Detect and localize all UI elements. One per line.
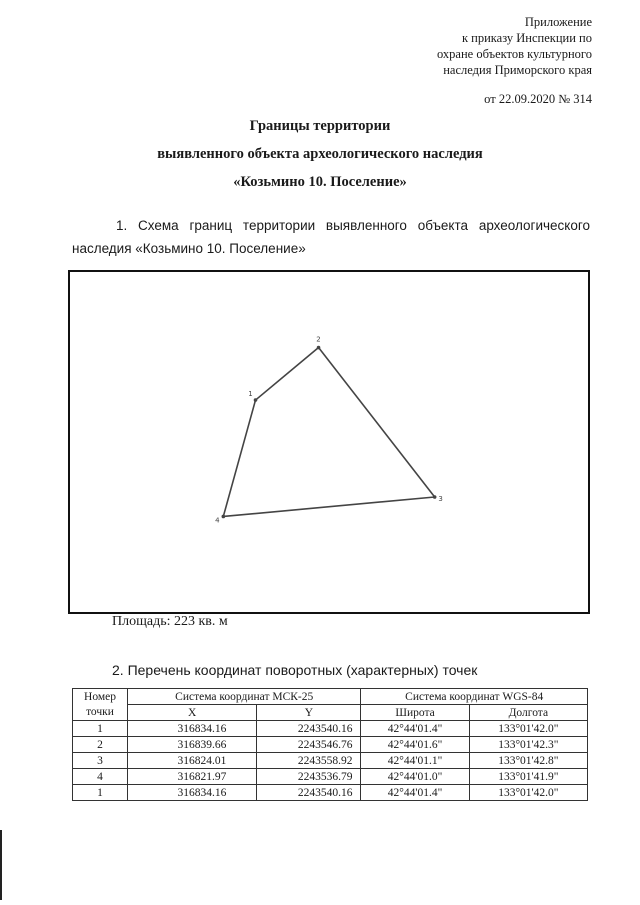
cell-y: 2243540.16 xyxy=(257,721,361,737)
cell-num: 1 xyxy=(73,785,128,801)
header-latitude: Широта xyxy=(361,705,469,721)
cell-y: 2243546.76 xyxy=(257,737,361,753)
document-title: Границы территории xyxy=(249,118,391,134)
header-msk25: Система координат МСК-25 xyxy=(128,689,361,705)
boundary-point-label: 2 xyxy=(316,335,321,344)
area-text: Площадь: 223 кв. м xyxy=(112,614,228,629)
appendix-line: к приказу Инспекции по xyxy=(461,31,592,45)
boundary-scheme-svg xyxy=(70,272,588,612)
table-row xyxy=(73,753,588,769)
boundary-point-label: 4 xyxy=(215,516,220,525)
table-row xyxy=(73,769,588,785)
boundary-segment xyxy=(319,348,435,497)
cell-lon: 133°01'42.0" xyxy=(469,785,587,801)
cell-num: 3 xyxy=(73,753,128,769)
appendix-line: наследия Приморского края xyxy=(443,63,592,77)
boundary-point xyxy=(222,515,226,519)
appendix-line: Приложение xyxy=(524,15,592,29)
boundary-segment xyxy=(223,497,434,516)
appendix-note xyxy=(352,14,592,78)
cell-lat: 42°44'01.4" xyxy=(361,721,469,737)
cell-lon: 133°01'42.0" xyxy=(469,721,587,737)
appendix-line: охране объектов культурного xyxy=(436,47,592,61)
boundary-segment xyxy=(256,348,319,401)
header-wgs84: Система координат WGS-84 xyxy=(361,689,588,705)
cell-num: 4 xyxy=(73,769,128,785)
scan-edge xyxy=(0,830,2,900)
document-title-line3: «Козьмино 10. Поселение» xyxy=(233,174,407,190)
header-x: X xyxy=(128,705,257,721)
cell-y: 2243536.79 xyxy=(257,769,361,785)
cell-lat: 42°44'01.6" xyxy=(361,737,469,753)
cell-x: 316821.97 xyxy=(128,769,257,785)
cell-lat: 42°44'01.1" xyxy=(361,753,469,769)
header-num-line2: точки xyxy=(86,705,114,718)
header-y: Y xyxy=(257,705,361,721)
boundary-point-label: 3 xyxy=(438,494,443,503)
cell-x: 316824.01 xyxy=(128,753,257,769)
header-longitude: Долгота xyxy=(469,705,587,721)
cell-num: 1 xyxy=(73,721,128,737)
cell-num: 2 xyxy=(73,737,128,753)
table-row xyxy=(73,737,588,753)
cell-lon: 133°01'42.3" xyxy=(469,737,587,753)
order-date: от 22.09.2020 № 314 xyxy=(484,92,592,106)
cell-lon: 133°01'41.9" xyxy=(469,769,587,785)
cell-lat: 42°44'01.4" xyxy=(361,785,469,801)
boundary-scheme xyxy=(68,270,590,614)
cell-x: 316839.66 xyxy=(128,737,257,753)
cell-lon: 133°01'42.8" xyxy=(469,753,587,769)
table-row xyxy=(73,721,588,737)
table-row xyxy=(73,785,588,801)
header-num-line1: Номер xyxy=(84,690,116,703)
boundary-segment xyxy=(223,400,255,516)
section-2-heading: 2. Перечень координат поворотных (характерных) точек xyxy=(112,662,478,678)
boundary-point-label: 1 xyxy=(248,390,253,399)
boundary-point xyxy=(254,398,258,402)
section-1-heading: 1. Схема границ территории выявленного объекта археологического наследия «Козьмино 10. Поселение» xyxy=(72,218,590,256)
document-title-line2: выявленного объекта археологического наследия xyxy=(157,146,483,162)
cell-x: 316834.16 xyxy=(128,721,257,737)
cell-x: 316834.16 xyxy=(128,785,257,801)
header-point-number xyxy=(73,689,128,721)
cell-y: 2243558.92 xyxy=(257,753,361,769)
boundary-point xyxy=(317,346,321,350)
coordinates-table xyxy=(72,688,588,801)
cell-lat: 42°44'01.0" xyxy=(361,769,469,785)
boundary-point xyxy=(433,495,437,499)
cell-y: 2243540.16 xyxy=(257,785,361,801)
